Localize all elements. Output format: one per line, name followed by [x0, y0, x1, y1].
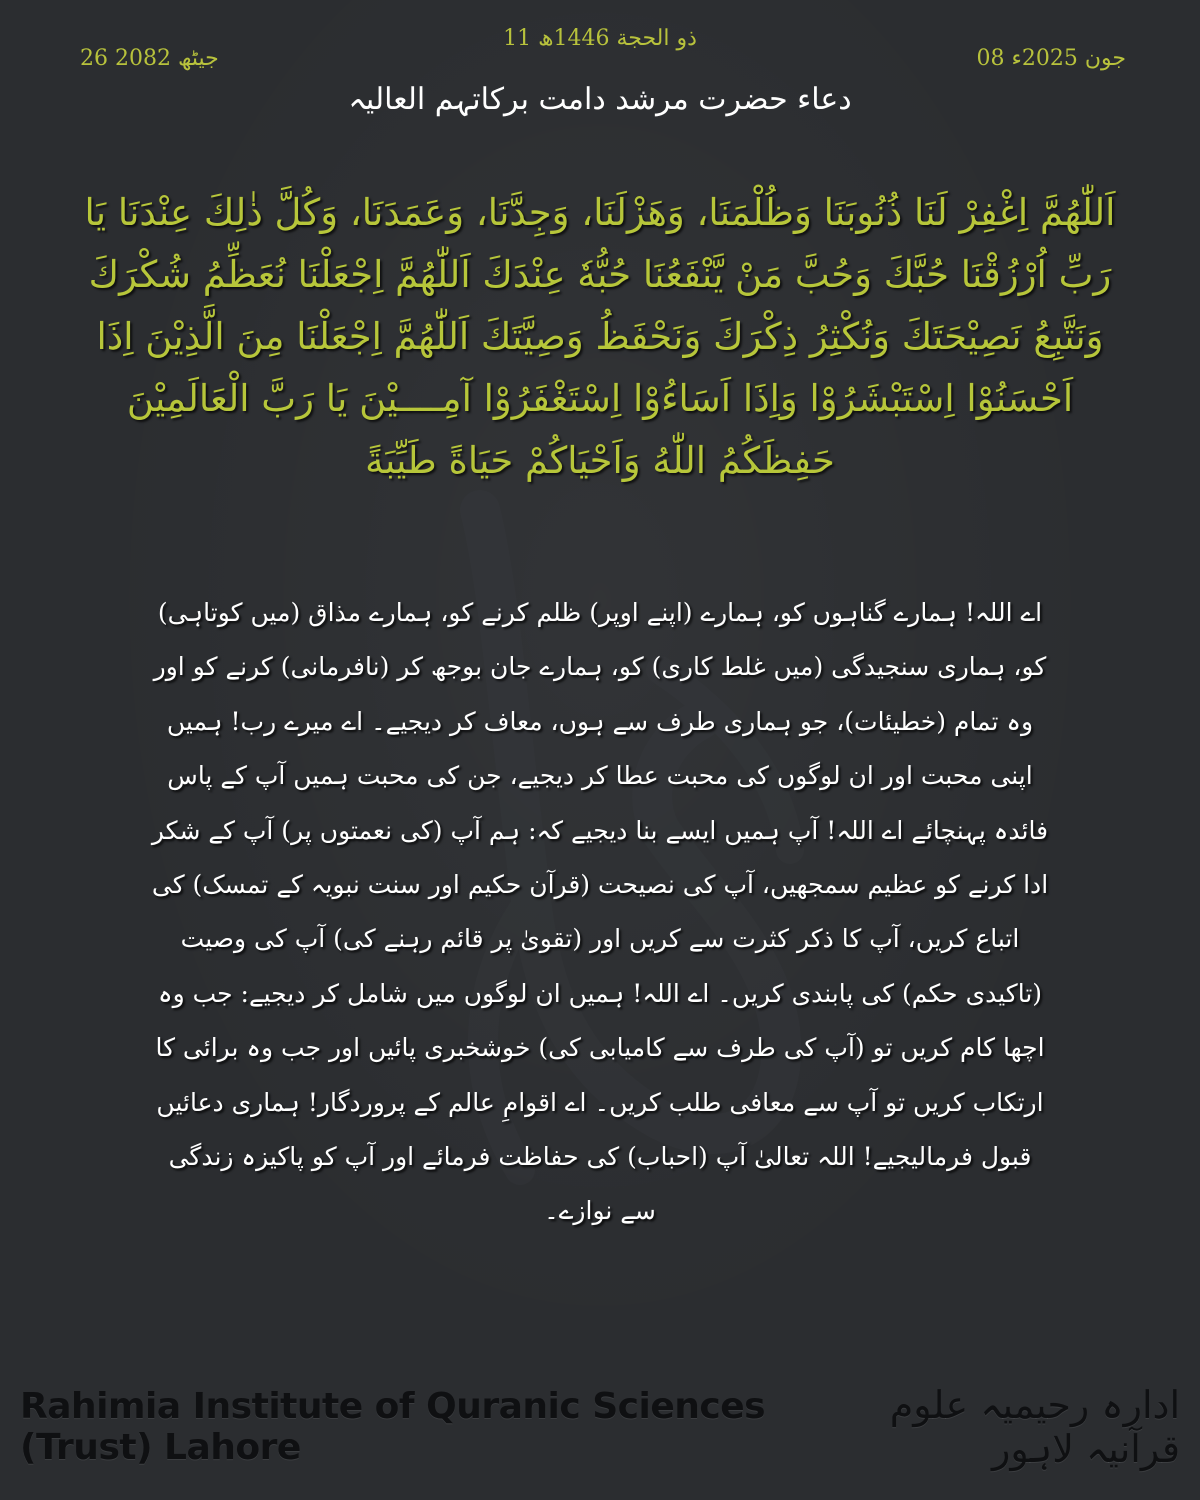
date-hijri: 11 ذو الحجة 1446ھ	[503, 26, 697, 51]
date-bikrami: 26 جیٹھ 2082	[80, 46, 219, 71]
institute-name-english: Rahimia Institute of Quranic Sciences (Trust) Lahore	[20, 1386, 766, 1468]
page-title: دعاء حضرت مرشد دامت برکاتہم العالیہ	[348, 82, 852, 117]
urdu-translation-text: اے اللہ! ہمارے گناہوں کو، ہمارے (اپنے اوپر) ظلم کرنے کو، ہمارے مذاق (میں کوتاہی) کو، ہماری سنجیدگی (میں غلط کاری) کو، ہمارے جان بوجھ کر (نافرمانی) کرنے کو اور وہ تمام (خطیئات)، جو ہماری طرف سے ہوں، معاف کر دیجیے۔ اے میرے رب! ہمیں اپنی محبت اور ان لوگوں کی محبت عطا کر دیجیے، جن کی محبت ہمیں آپ کے پاس فائدہ پہنچائے اے اللہ! آپ ہمیں ایسے بنا دیجیے کہ: ہم آپ (کی نعمتوں پر) آپ کے شکر ادا کرنے کو عظیم سمجھیں، آپ کی نصیحت (قرآن حکیم اور سنت نبویہ کے تمسک) کی اتباع کریں، آپ کا ذکر کثرت سے کریں اور (تقویٰ پر قائم رہنے کی) آپ کی وصیت (تاکیدی حکم) کی پابندی کریں۔ اے اللہ! ہمیں ان لوگوں میں شامل کر دیجیے: جب وہ اچھا کام کریں تو (آپ کی طرف سے کامیابی کی) خوشخبری پائیں اور جب وہ برائی کا ارتکاب کریں تو آپ سے معافی طلب کریں۔ اے اقوامِ عالم کے پروردگار! ہماری دعائیں قبول فرمالیجیے! اللہ تعالیٰ آپ (احباب) کی حفاظت فرمائے اور آپ کو پاکیزہ زندگی سے نوازے۔	[151, 598, 1049, 1226]
dua-arabic-text: اَللّٰهُمَّ اِغْفِرْ لَنَا ذُنُوبَنَا وَظُلْمَنَا، وَهَزْلَنَا، وَجِدَّنَا، وَعَمَدَنَا، وَكُلَّ ذٰلِكَ عِنْدَنَا يَا رَبِّ اُرْزُقْنَا حُبَّكَ وَحُبَّ مَنْ يَّنْفَعُنَا حُبُّهٗ عِنْدَكَ اَللّٰهُمَّ اِجْعَلْنَا نُعَظِّمُ شُكْرَكَ وَنَتَّبِعُ نَصِيْحَتَكَ وَنُكْثِرُ ذِكْرَكَ وَنَحْفَظُ وَصِيَّتَكَ اَللّٰهُمَّ اِجْعَلْنَا مِنَ الَّذِيْنَ اِذَا اَحْسَنُوْا اِسْتَبْشَرُوْا وَاِذَا اَسَاءُوْا اِسْتَغْفَرُوْا آمِــــيْنَ يَا رَبَّ الْعَالَمِيْنَ حَفِظَكُمُ اللّٰهُ وَاَحْيَاكُمْ حَيَاةً طَيِّبَةً	[84, 191, 1116, 482]
footer	[20, 1383, 1180, 1471]
date-gregorian: 08 جون 2025ء	[976, 46, 1126, 71]
institute-name-urdu: ادارہ رحیمیہ علوم قرآنیہ لاہور	[889, 1383, 1180, 1471]
